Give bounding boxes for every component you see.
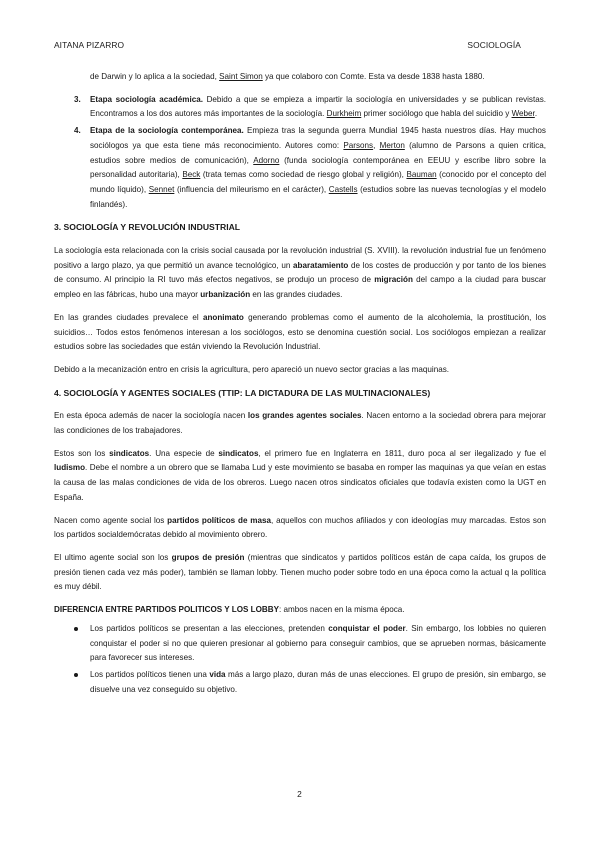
- section-3-heading: 3. SOCIOLOGÍA Y REVOLUCIÓN INDUSTRIAL: [54, 222, 241, 233]
- list-item: Los partidos políticos se presentan a las elecciones, pretenden conquistar el poder. Sin embargo, los lobbies no quieren conquistar el poder si no que quieren presionar al gobierno para conseguir cambios, que se aprueben normas, básicamente para favorecer sus intereses.: [54, 622, 546, 666]
- list-item-3: 3. Etapa sociología académica. Debido a que se empieza a impartir la sociología en universidades y se publican revistas. Encontramos a los dos autores más importantes de la sociología. Durkheim primer sociólogo que habla del suicidio y Weber.: [74, 94, 547, 119]
- list-item-continuation: de Darwin y lo aplica a la sociedad, Saint Simon ya que colaboro con Comte. Esta va desde 1838 hasta 1880.: [90, 72, 485, 81]
- list-item-4: 4. Etapa de la sociología contemporánea. Empieza tras la segunda guerra Mundial 1945 hasta nuestros días. Hay muchos sociólogos ya que esta tiene más reconocimiento. Autores como: Parsons, Merton (alumno de Parsons a quien critica, estudios sobre medios de comunicación), Adorno (funda sociología contemporánea en EEUU y escribe libro sobre la personalidad autoritaria), Beck (trata temas como sociedad de riesgo global y religión), Bauman (conocido por el concepto del mundo líquido), Sennet (influencia del mileurismo en el carácter), Castells (estudios sobre las nuevas tecnologías y el modelo finlandés).: [74, 126, 547, 209]
- section-3-paragraph-2: En las grandes ciudades prevalece el anonimato generando problemas como el aumento de la alcoholemia, la prostitución, los suicidios… Todos estos fenómenos interesan a los sociólogos, esto se denomina cuestión social. Los sociólogos empiezan a realizar estudios sobre las sociedades que están viviendo la Revolución Industrial.: [54, 312, 546, 352]
- page-number: 2: [297, 789, 302, 799]
- list-item-4-title: Etapa de la sociología contemporánea.: [90, 126, 244, 136]
- bullet-icon: [74, 627, 78, 631]
- differences-list: [54, 622, 546, 698]
- header-author: AITANA PIZARRO: [54, 40, 125, 50]
- section-3-paragraph-1: La sociología esta relacionada con la crisis social causada por la revolución industrial (S. XVIII). la revolución industrial fue un fenómeno positivo a largo plazo, ya que permitió un avance tecnológico, un abaratamiento de los costes de producción y por tanto de los bienes de consumo. Al principio la RI tuvo más efectos negativos, se produjo un proceso de migración del campo a la ciudad para buscar empleo en las fábricas, hubo una mayor urbanización en las grandes ciudades.: [54, 246, 546, 300]
- section-4-paragraph-3: Nacen como agente social los partidos políticos de masa, aquellos con muchos afiliados y con ideologías muy marcadas. Estos son los partidos socialdemócratas debido al movimiento obrero.: [54, 515, 546, 540]
- header-subject: SOCIOLOGÍA: [467, 40, 521, 50]
- section-4-paragraph-2: Estos son los sindicatos. Una especie de sindicatos, el primero fue en Inglaterra en 1811, duro poca al ser ilegalizado y fue el ludismo. Debe el nombre a un obrero que se llamaba Lud y este movimiento se basaba en romper las maquinas ya que veían en estas la causa de las malas condiciones de vida de los obreros. Luego nacen otros sindicatos oficiales que todavía existen como la UGT en España.: [54, 448, 546, 502]
- list-item: Los partidos políticos tienen una vida más a largo plazo, duran más de unas elecciones. El grupo de presión, sin embargo, se disuelve una vez conseguido su objetivo.: [54, 668, 546, 697]
- list-item-3-title: Etapa sociología académica.: [90, 94, 203, 104]
- section-4-paragraph-5: DIFERENCIA ENTRE PARTIDOS POLITICOS Y LOS LOBBY: ambos nacen en la misma época.: [54, 605, 405, 615]
- document-body: [54, 70, 546, 699]
- saint-simon-link: Saint Simon: [219, 72, 263, 81]
- section-4-paragraph-1: En esta época además de nacer la sociología nacen los grandes agentes sociales. Nacen entorno a la sociedad obrera para mejorar las condiciones de los trabajadores.: [54, 411, 546, 436]
- section-4-heading: 4. SOCIOLOGÍA Y AGENTES SOCIALES (TTIP: LA DICTADURA DE LAS MULTINACIONALES): [54, 387, 431, 398]
- bullet-icon: [74, 673, 78, 677]
- section-3-paragraph-3: Debido a la mecanización entro en crisis la agricultura, pero apareció un nuevo sector gracias a las maquinas.: [54, 364, 450, 374]
- section-4-paragraph-4: El ultimo agente social son los grupos de presión (mientras que sindicatos y partidos políticos están de capa caída, los grupos de presión tienen cada vez más poder), también se llaman lobby. Tienen mucho poder sobre todo en una época como la actual q la política es muy débil.: [54, 552, 547, 592]
